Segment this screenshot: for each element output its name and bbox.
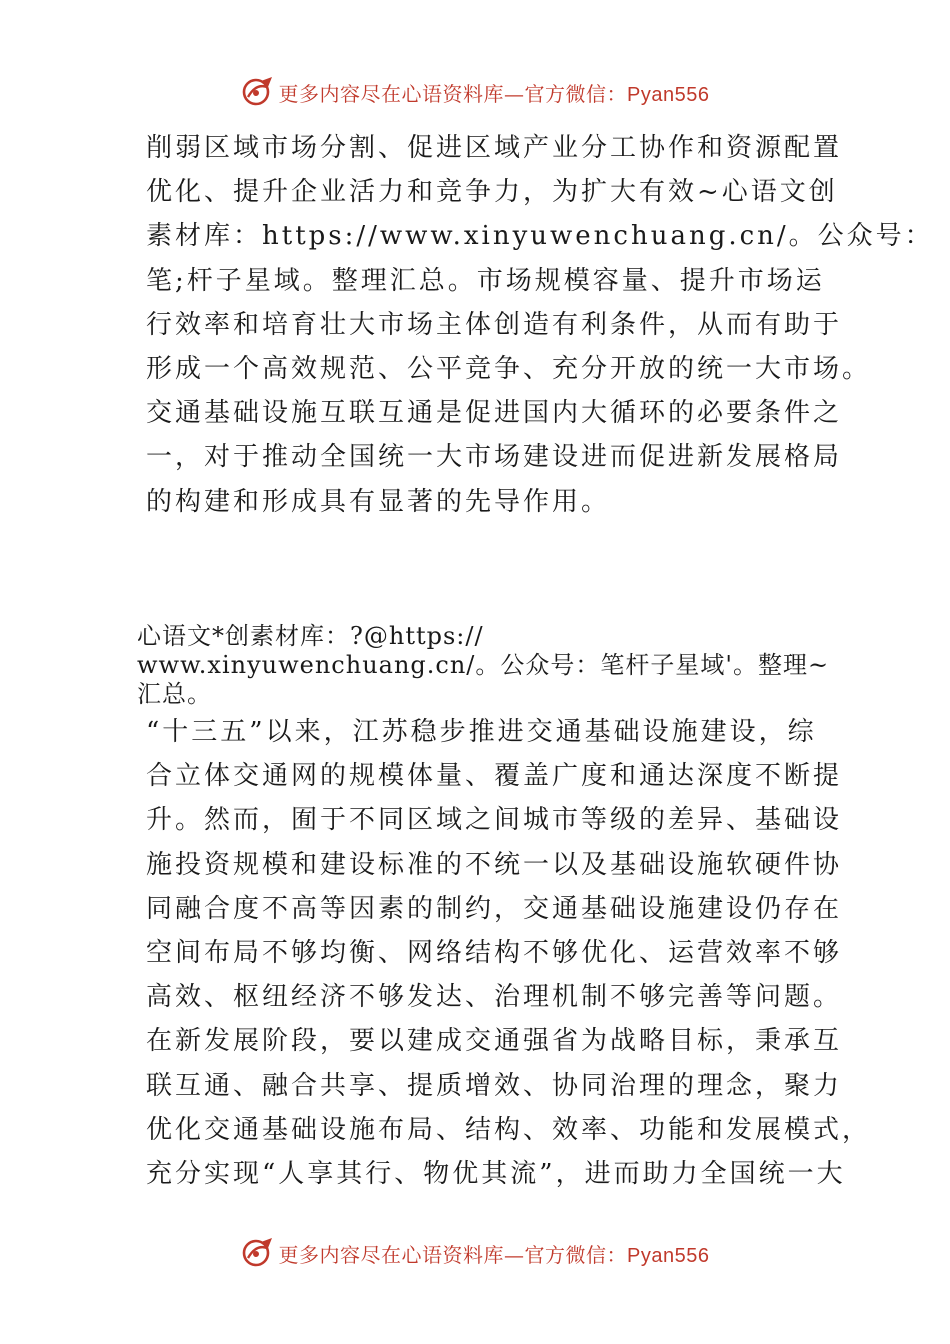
paragraph-1-line: 削弱区域市场分割、促进区域产业分工协作和资源配置 [146, 133, 843, 163]
paragraph-3-line: 联互通、融合共享、提质增效、协同治理的理念，聚力 [146, 1070, 843, 1101]
paragraph-3-line: 合立体交通网的规模体量、覆盖广度和通达深度不断提 [146, 761, 843, 792]
paragraph-3-line: 同融合度不高等因素的制约，交通基础设施建设仍存在 [146, 893, 843, 924]
paragraph-1-line: 行效率和培育壮大市场主体创造有利条件，从而有助于 [146, 309, 843, 340]
paragraph-3-line: 空间布局不够均衡、网络结构不够优化、运营效率不够 [146, 938, 843, 969]
paragraph-1-line: 的构建和形成具有显著的先导作用。 [146, 486, 611, 517]
paragraph-1-line: 素材库：https://www.xinyuwenchuang.cn/。公众号： [146, 221, 934, 252]
header-banner-text: 更多内容尽在心语资料库—官方微信：Pyan556 [278, 81, 710, 106]
paragraph-1 [146, 126, 934, 524]
paragraph-2-line: 汇总。 [137, 680, 212, 708]
footer-banner [0, 1233, 950, 1273]
paragraph-1-line: 笔;杆子星域。整理汇总。市场规模容量、提升市场运 [146, 265, 825, 296]
paragraph-1-line: 优化、提升企业活力和竞争力，为扩大有效~心语文创 [146, 177, 838, 208]
paragraph-3 [146, 710, 871, 1196]
header-banner [0, 72, 950, 112]
pen-swirl-logo-icon [241, 1236, 275, 1270]
paragraph-3-line: “十三五”以来，江苏稳步推进交通基础设施建设，综 [146, 717, 817, 747]
paragraph-1-line: 交通基础设施互联互通是促进国内大循环的必要条件之 [146, 398, 843, 429]
paragraph-2-line: www.xinyuwenchuang.cn/。公众号：笔杆子星域'。整理~ [137, 651, 830, 679]
paragraph-3-line: 高效、枢纽经济不够发达、治理机制不够完善等问题。 [146, 982, 843, 1013]
paragraph-3-line: 优化交通基础设施布局、结构、效率、功能和发展模式， [146, 1114, 872, 1145]
footer-banner-text: 更多内容尽在心语资料库—官方微信：Pyan556 [278, 1242, 710, 1267]
paragraph-1-line: 形成一个高效规范、公平竞争、充分开放的统一大市场。 [146, 354, 872, 385]
paragraph-1-line: 一，对于推动全国统一大市场建设进而促进新发展格局 [146, 442, 843, 473]
pen-swirl-logo-icon [241, 75, 275, 109]
paragraph-3-line: 在新发展阶段，要以建成交通强省为战略目标，秉承互 [146, 1026, 843, 1057]
paragraph-3-line: 升。然而，囿于不同区域之间城市等级的差异、基础设 [146, 805, 843, 836]
paragraph-3-line: 施投资规模和建设标准的不统一以及基础设施软硬件协 [146, 849, 843, 880]
paragraph-2-line: 心语文*创素材库：?@https:// [137, 622, 484, 650]
paragraph-3-line: 充分实现“人享其行、物优其流”，进而助力全国统一大 [146, 1159, 846, 1190]
paragraph-2 [137, 622, 829, 709]
